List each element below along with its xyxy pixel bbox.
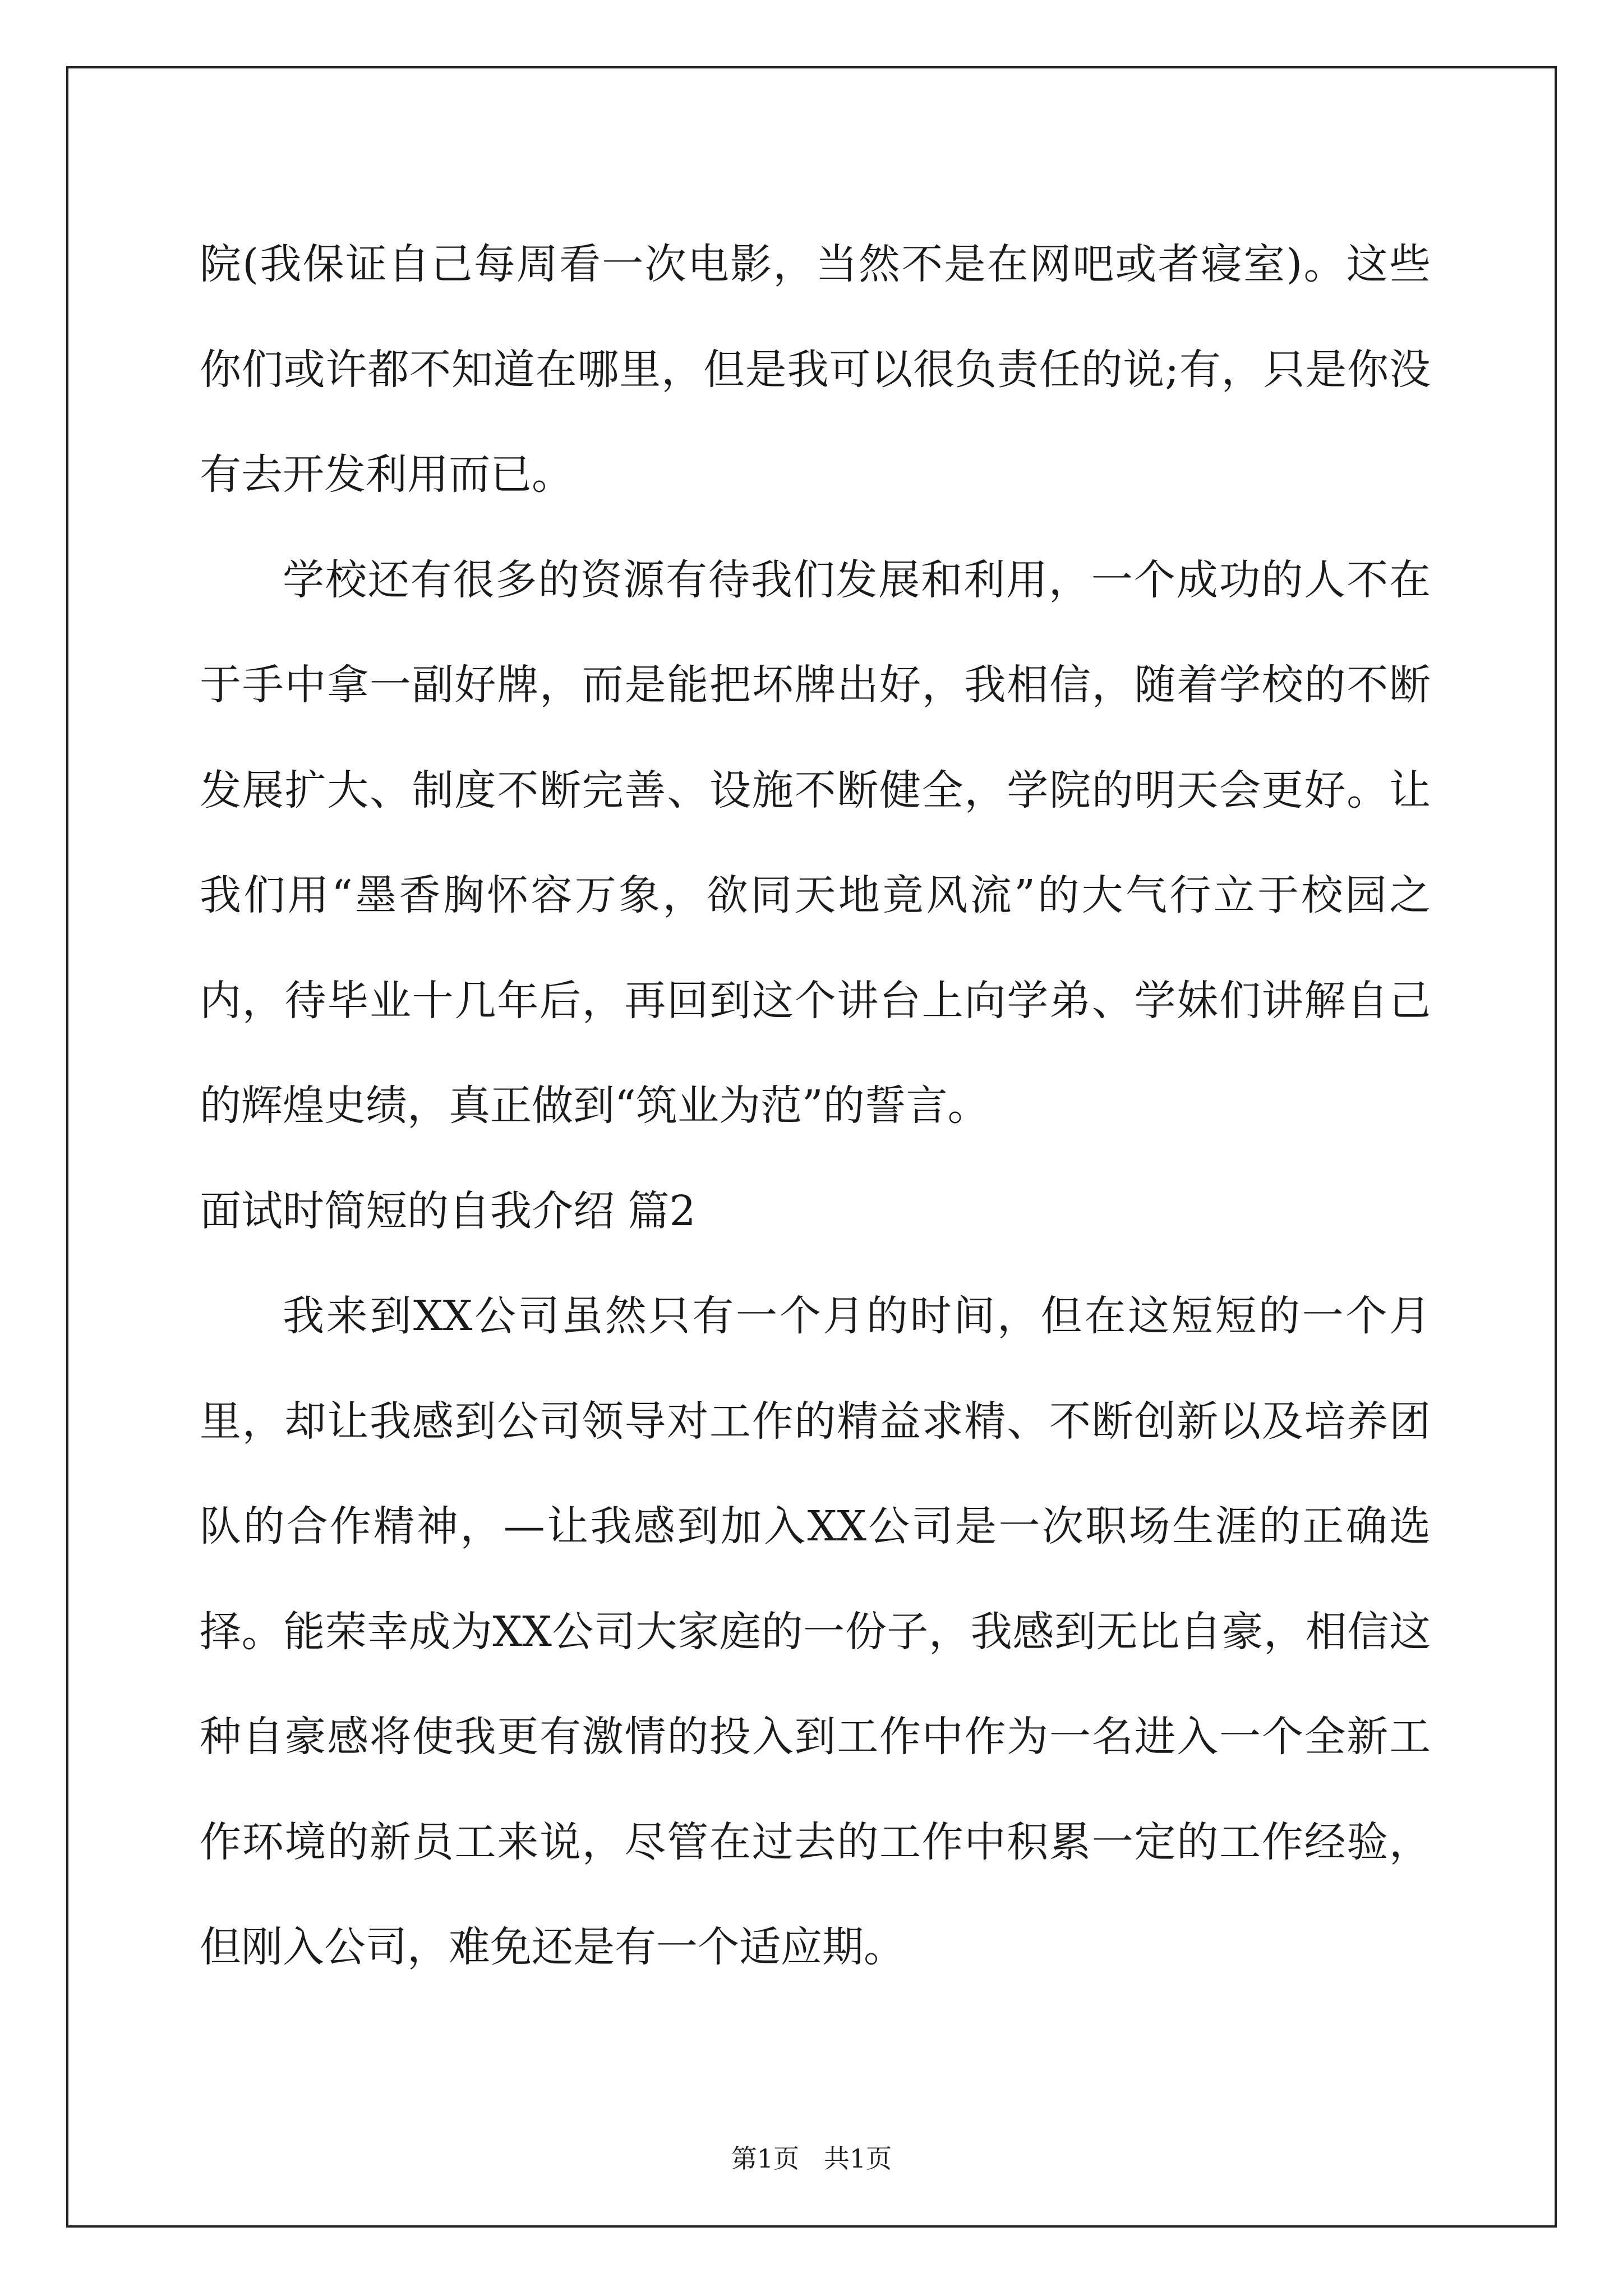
- paragraph-self-introduction: 我来到XX公司虽然只有一个月的时间，但在这短短的一个月里，却让我感到公司领导对工作的精益求精、不断创新以及培养团队的合作精神，—让我感到加入XX公司是一次职场生涯的正确选择。能荣幸成为XX公司大家庭的一份子，我感到无比自豪，相信这种自豪感将使我更有激情的投入到工作中作为一名进入一个全新工作环境的新员工来说，尽管在过去的工作中积累一定的工作经验，但刚入公司，难免还是有一个适应期。: [200, 1292, 1431, 1971]
- document-body: [200, 212, 1431, 2000]
- page-footer: 第1页 共1页: [731, 2143, 892, 2174]
- paragraph-continuation: 院(我保证自己每周看一次电影，当然不是在网吧或者寝室)。这些你们或许都不知道在哪里，但是我可以很负责任的说;有，只是你没有去开发利用而已。: [200, 240, 1431, 499]
- section-heading: 面试时简短的自我介绍 篇2: [200, 1186, 696, 1235]
- paragraph-school-resources: 学校还有很多的资源有待我们发展和利用，一个成功的人不在于手中拿一副好牌，而是能把坏牌出好，我相信，随着学校的不断发展扩大、制度不断完善、设施不断健全，学院的明天会更好。让我们用“墨香胸怀容万象，欲同天地竟风流”的大气行立于校园之内，待毕业十几年后，再回到这个讲台上向学弟、学妹们讲解自己的辉煌史绩，真正做到“筑业为范”的誓言。: [200, 555, 1431, 1130]
